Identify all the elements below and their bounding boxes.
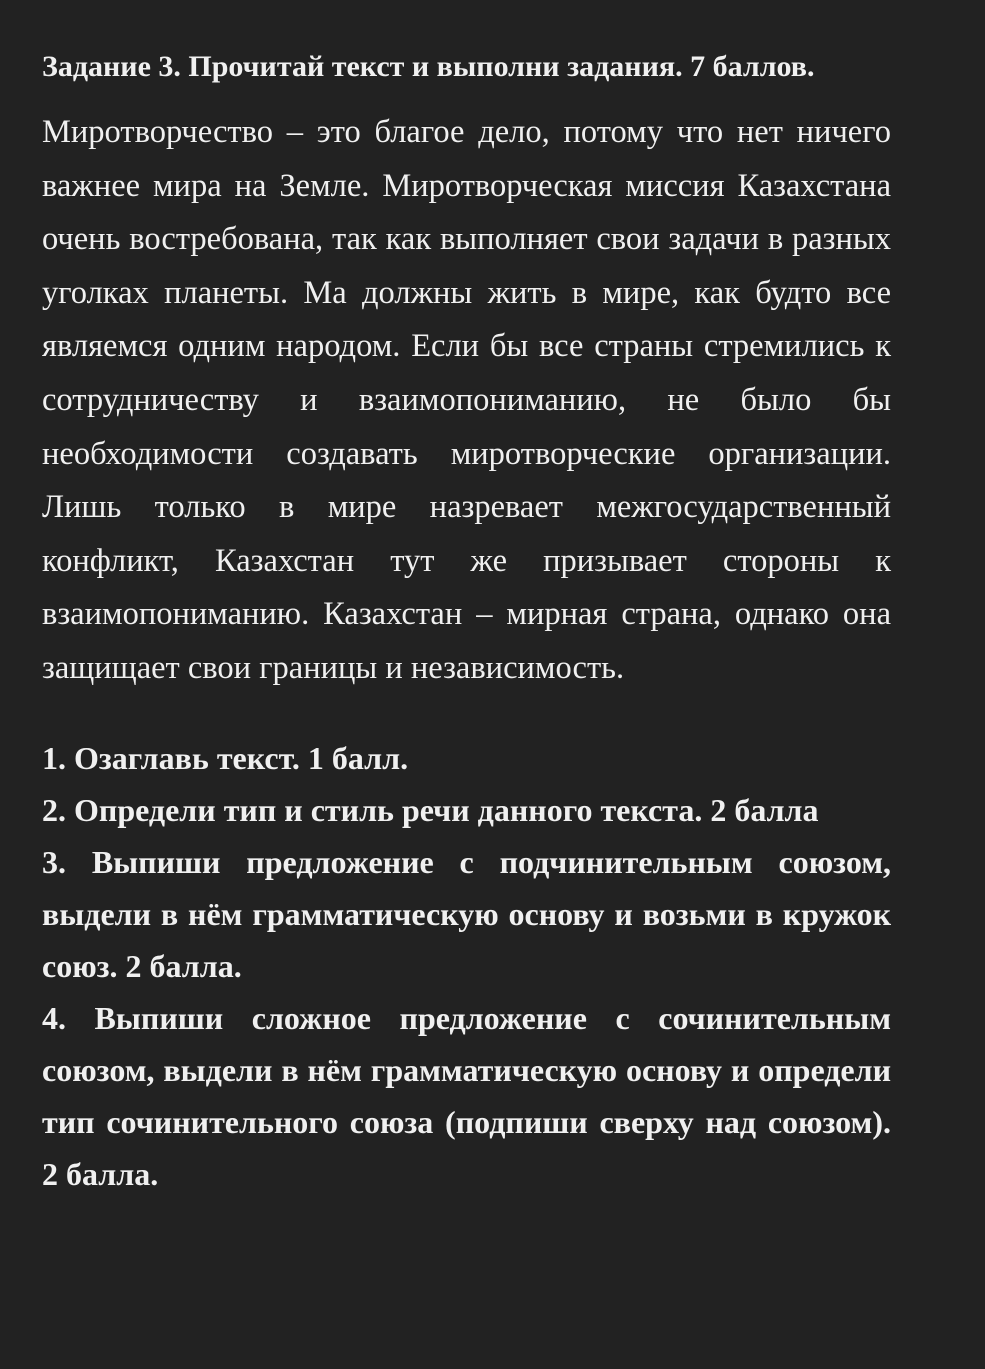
question-item-1: 1. Озаглавь текст. 1 балл.	[42, 739, 409, 776]
task-title: Задание 3. Прочитай текст и выполни задания. 7 баллов.	[42, 50, 815, 83]
question-item-2: 2. Определи тип и стиль речи данного текста. 2 балла	[42, 791, 819, 828]
question-item-4: 4. Выпиши сложное предложение с сочинительным союзом, выдели в нём грамматическую основу и определи тип сочинительного союза (подпиши сверху над союзом). 2 балла.	[42, 999, 891, 1192]
reading-passage: Миротворчество – это благое дело, потому что нет ничего важнее мира на Земле. Миротворческая миссия Казахстана очень востребована, так как выполняет свои задачи в разных уголках планеты. Ма должны жить в мире, как будто все являемся одним народом. Если бы все страны стремились к сотрудничеству и взаимопониманию, не было бы необходимости создавать миротворческие организации. Лишь только в мире назревает межгосударственный конфликт, Казахстан тут же призывает стороны к взаимопониманию. Казахстан – мирная страна, однако она защищает свои границы и независимость.	[42, 114, 891, 686]
question-list	[42, 732, 891, 1200]
question-item-3: 3. Выпиши предложение с подчинительным союзом, выдели в нём грамматическую основу и возьми в кружок союз. 2 балла.	[42, 843, 891, 984]
